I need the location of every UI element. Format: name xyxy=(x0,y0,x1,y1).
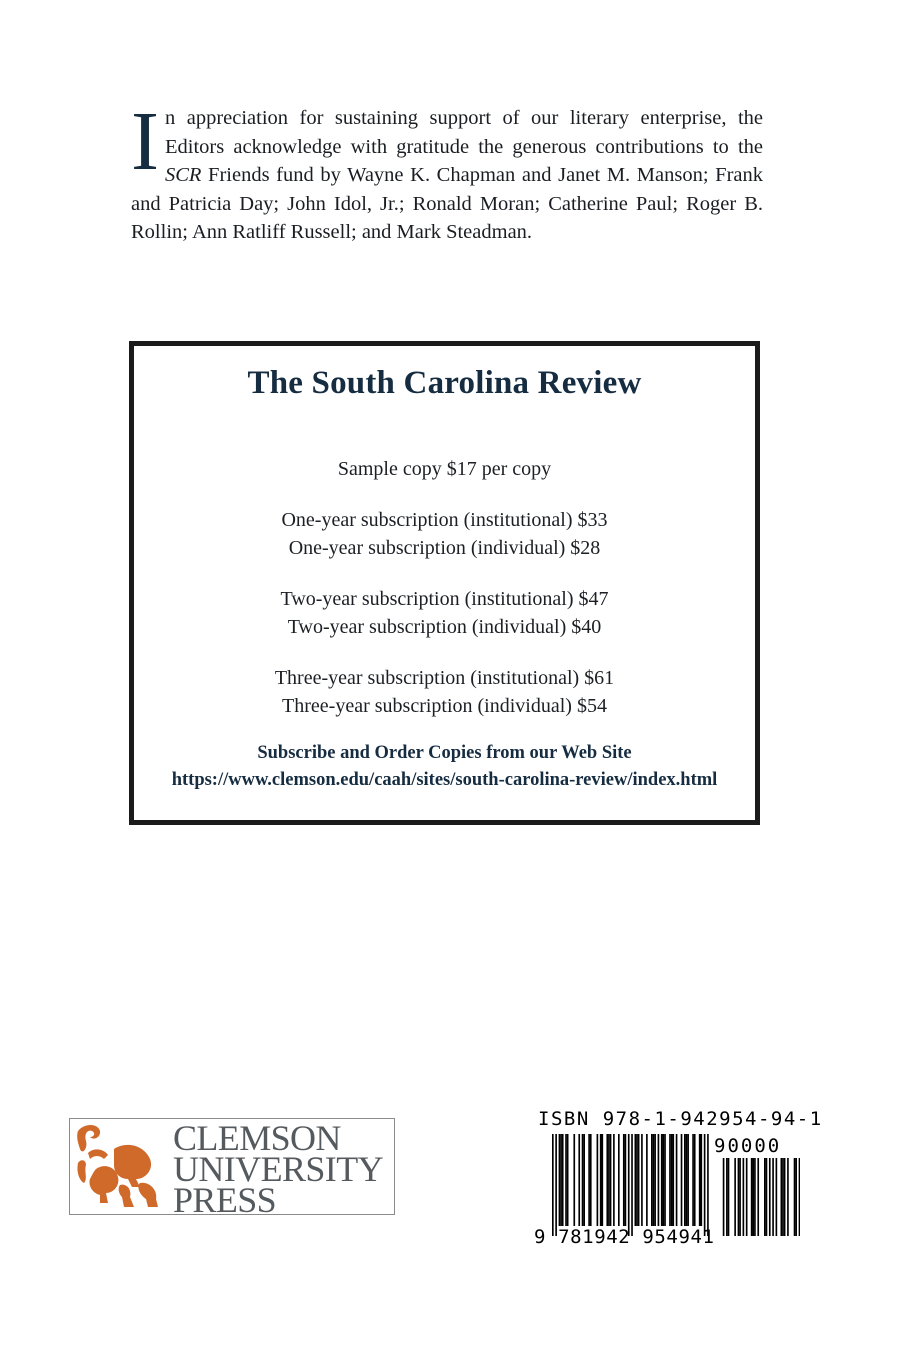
barcode-bar xyxy=(597,1134,599,1226)
barcode-bar xyxy=(681,1134,683,1226)
ean-digits: 9 781942 954941 xyxy=(534,1226,715,1248)
barcode-bar xyxy=(635,1134,637,1226)
barcode-bar xyxy=(602,1134,604,1226)
sample-copy-group xyxy=(134,455,755,483)
barcode-bar xyxy=(654,1134,656,1226)
two-year-institutional: Two-year subscription (institutional) $47 xyxy=(280,588,609,610)
sample-copy-price: Sample copy $17 per copy xyxy=(337,458,552,480)
barcode-guard-bar xyxy=(552,1134,554,1236)
two-year-individual: Two-year subscription (individual) $40 xyxy=(287,616,602,638)
barcode-bar xyxy=(610,1134,612,1226)
addon-bar xyxy=(795,1158,797,1236)
addon-bar xyxy=(766,1158,768,1236)
subscription-box xyxy=(129,341,760,825)
ack-text-start: n appreciation for sustaining support of our literary enterprise, the Editors acknowledge with gratitude the generous contributions to the xyxy=(164,107,763,158)
barcode-bar xyxy=(600,1134,602,1226)
barcode-bar xyxy=(701,1134,703,1226)
barcode-bar xyxy=(590,1134,592,1226)
addon-bar xyxy=(776,1158,778,1236)
barcode-bar xyxy=(694,1134,696,1226)
addon-bar xyxy=(784,1158,786,1236)
barcode-bar xyxy=(671,1134,673,1226)
three-year-individual: Three-year subscription (individual) $54 xyxy=(282,695,607,717)
barcode-bar xyxy=(608,1134,610,1226)
barcode-bar xyxy=(638,1134,640,1226)
barcode-guard-bar xyxy=(631,1134,633,1236)
barcode-bar xyxy=(623,1134,625,1226)
addon-bar xyxy=(799,1158,800,1236)
clemson-university-press-logo xyxy=(69,1118,395,1220)
barcode-bar xyxy=(625,1134,627,1226)
isbn-barcode xyxy=(530,1108,823,1258)
one-year-individual: One-year subscription (individual) $28 xyxy=(288,537,601,559)
addon-bar xyxy=(757,1158,759,1236)
logo-wordmark xyxy=(173,1118,383,1220)
addon-bar xyxy=(726,1158,728,1236)
barcode-bar xyxy=(692,1134,694,1226)
barcode-bar xyxy=(613,1134,615,1226)
addon-bar xyxy=(746,1158,748,1236)
order-info xyxy=(134,740,755,794)
addon-bar xyxy=(743,1158,745,1236)
addon-bar xyxy=(787,1158,789,1236)
barcode-guard-bar xyxy=(704,1134,706,1236)
addon-bar xyxy=(794,1158,796,1236)
barcode-bar xyxy=(582,1134,584,1226)
ack-text-end: Friends fund by Wayne K. Chapman and Janet M. Manson; Frank and Patricia Day; John Idol, Jr.; Ronald Moran; Catherine Paul; Roger B. Rollin; Ann Ratliff Russell; and Mark Steadman. xyxy=(131,164,763,244)
acknowledgement-paragraph xyxy=(131,95,763,247)
barcode-guard-bar xyxy=(628,1134,630,1236)
addon-bar xyxy=(728,1158,730,1236)
barcode-bar xyxy=(672,1134,674,1226)
barcode-bar xyxy=(618,1134,620,1226)
addon-bar xyxy=(752,1158,754,1236)
addon-bar xyxy=(769,1158,771,1236)
barcode-bar xyxy=(658,1134,660,1226)
addon-bar xyxy=(781,1158,783,1236)
order-url[interactable]: https://www.clemson.edu/caah/sites/south-carolina-review/index.html xyxy=(171,770,718,790)
barcode-bar xyxy=(651,1134,653,1226)
addon-bar xyxy=(764,1158,766,1236)
barcode-bar xyxy=(636,1134,638,1226)
barcode-bar xyxy=(562,1134,564,1226)
addon-bar xyxy=(772,1158,774,1236)
barcode-bar xyxy=(663,1134,665,1226)
addon-bar xyxy=(751,1158,753,1236)
three-year-group xyxy=(134,664,755,720)
barcode-bar xyxy=(686,1134,688,1226)
drop-cap: I xyxy=(131,95,159,188)
barcode-bar xyxy=(588,1134,590,1226)
addon-bar xyxy=(782,1158,784,1236)
one-year-group xyxy=(134,506,755,562)
addon-bar xyxy=(754,1158,756,1236)
barcode-bar xyxy=(606,1134,608,1226)
logo-line-press: PRESS xyxy=(173,1180,277,1220)
addon-bar xyxy=(739,1158,741,1236)
tiger-mark-icon xyxy=(74,1123,164,1211)
barcode-bar xyxy=(664,1134,666,1226)
barcode-bar xyxy=(559,1134,561,1226)
two-year-group xyxy=(134,585,755,641)
barcode-bar xyxy=(684,1134,686,1226)
isbn-label: ISBN 978-1-942954-94-1 xyxy=(538,1108,823,1130)
one-year-institutional: One-year subscription (institutional) $33 xyxy=(281,509,608,531)
barcode-bar xyxy=(573,1134,575,1226)
barcode-bar xyxy=(687,1134,689,1226)
barcode-bar xyxy=(641,1134,643,1226)
barcode-bar xyxy=(669,1134,671,1226)
barcode-bar xyxy=(653,1134,655,1226)
barcode-guard-bar xyxy=(555,1134,557,1236)
barcode-guard-bar xyxy=(707,1134,709,1236)
barcode-bar xyxy=(578,1134,580,1226)
review-title: The South Carolina Review xyxy=(247,365,642,401)
barcode-bar xyxy=(676,1134,678,1226)
barcode-bar xyxy=(699,1134,701,1226)
logo-line-clemson: CLEMSON xyxy=(173,1118,341,1158)
barcode-bar xyxy=(565,1134,567,1226)
ack-italic-scr: SCR xyxy=(164,164,202,187)
barcode-bar xyxy=(661,1134,663,1226)
three-year-institutional: Three-year subscription (institutional) $61 xyxy=(274,667,615,689)
barcode-bar xyxy=(567,1134,569,1226)
barcode-bar xyxy=(646,1134,648,1226)
addon-digits: 90000 xyxy=(714,1135,782,1157)
barcode-bar xyxy=(583,1134,585,1226)
order-heading: Subscribe and Order Copies from our Web Site xyxy=(257,743,632,763)
addon-bar xyxy=(738,1158,740,1236)
logo-line-university: UNIVERSITY xyxy=(173,1149,383,1189)
barcode-bar xyxy=(560,1134,562,1226)
addon-bar xyxy=(723,1158,725,1236)
addon-bar xyxy=(734,1158,736,1236)
